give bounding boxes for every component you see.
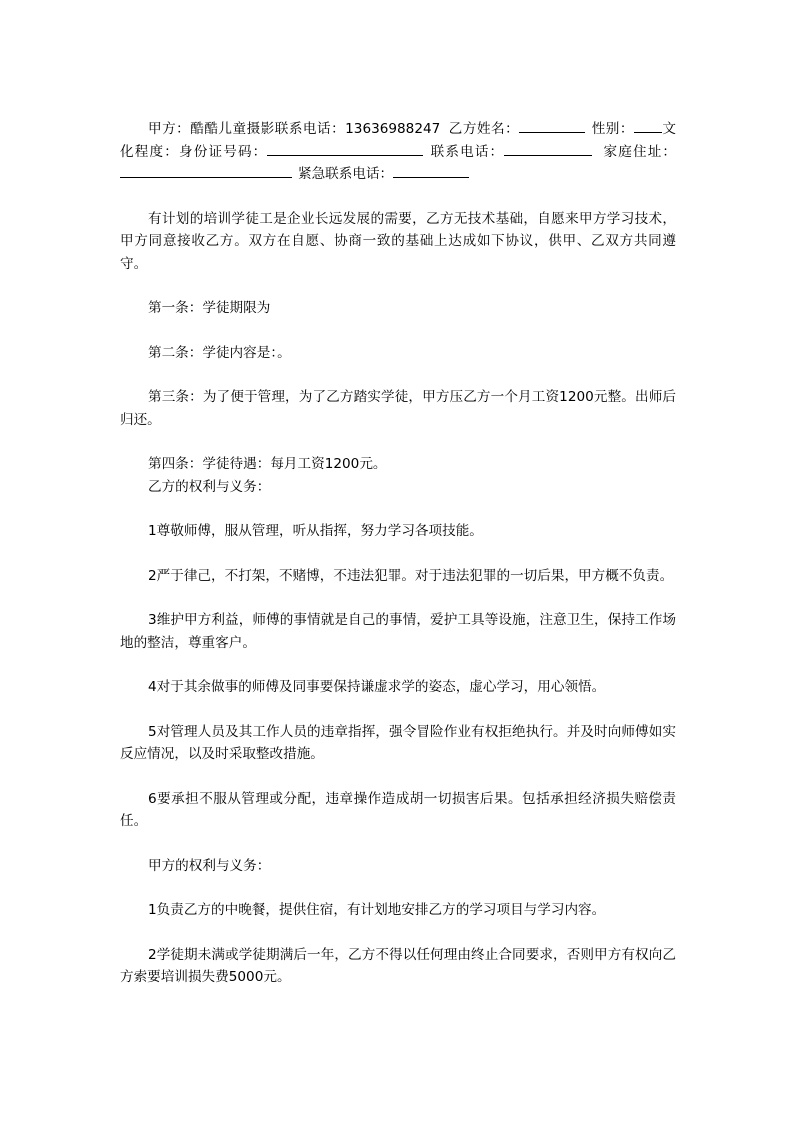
party-b-name-label: 乙方姓名： <box>448 121 520 137</box>
contact-phone-blank[interactable] <box>504 141 592 156</box>
contract-document <box>120 118 676 1011</box>
party-b-name-blank[interactable] <box>519 118 585 133</box>
party-b-item: 1尊敬师傅，服从管理，听从指挥，努力学习各项技能。 <box>148 523 483 539</box>
address-blank[interactable] <box>120 163 292 178</box>
education-label: 文化程度：身份证号码： <box>120 121 677 160</box>
party-b-item: 3维护甲方利益，师傅的事情就是自己的事情，爱护工具等设施，注意卫生，保持工作场地的整洁，尊重客户。 <box>120 612 676 651</box>
article-4: 第四条：学徒待遇：每月工资1200元。 <box>148 456 387 472</box>
header-paragraph <box>120 118 676 186</box>
id-number-blank[interactable] <box>267 141 423 156</box>
party-b-item: 4对于其余做事的师傅及同事要保持谦虚求学的姿态，虚心学习，用心领悟。 <box>148 679 606 695</box>
party-a-item: 1负责乙方的中晚餐，提供住宿，有计划地安排乙方的学习项目与学习内容。 <box>148 902 606 918</box>
emergency-phone-blank[interactable] <box>393 163 469 178</box>
party-b-item: 2严于律己，不打架，不赌博，不违法犯罪。对于违法犯罪的一切后果，甲方概不负责。 <box>148 567 674 584</box>
gender-label: 性别： <box>591 121 634 137</box>
contact-label: 联系电话： <box>429 143 505 160</box>
article-1: 第一条：学徒期限为 <box>148 300 271 316</box>
gender-blank[interactable] <box>634 118 662 133</box>
party-a-label: 甲方：酷酷儿童摄影联系电话：13636988247 <box>148 121 441 137</box>
party-a-section-title: 甲方的权利与义务： <box>148 857 271 874</box>
article-3: 第三条：为了便于管理，为了乙方踏实学徒，甲方压乙方一个月工资1200元整。出师后归还。 <box>120 389 676 428</box>
party-a-item: 2学徒期未满或学徒期满后一年，乙方不得以任何理由终止合同要求，否则甲方有权向乙方索要培训损失费5000元。 <box>120 946 676 985</box>
address-label: 家庭住址： <box>602 143 677 160</box>
party-b-item: 5对管理人员及其工作人员的违章指挥，强令冒险作业有权拒绝执行。并及时向师傅如实反应情况，以及时采取整改措施。 <box>120 723 676 762</box>
party-b-section-title: 乙方的权利与义务： <box>148 478 271 495</box>
intro-paragraph: 有计划的培训学徒工是企业长远发展的需要，乙方无技术基础，自愿来甲方学习技术，甲方同意接收乙方。双方在自愿、协商一致的基础上达成如下协议，供甲、乙双方共同遵守。 <box>120 210 676 272</box>
emergency-label: 紧急联系电话： <box>298 166 394 182</box>
article-2: 第二条：学徒内容是：。 <box>148 344 291 361</box>
party-b-item: 6要承担不服从管理或分配，违章操作造成胡一切损害后果。包括承担经济损失赔偿责任。 <box>120 790 676 829</box>
